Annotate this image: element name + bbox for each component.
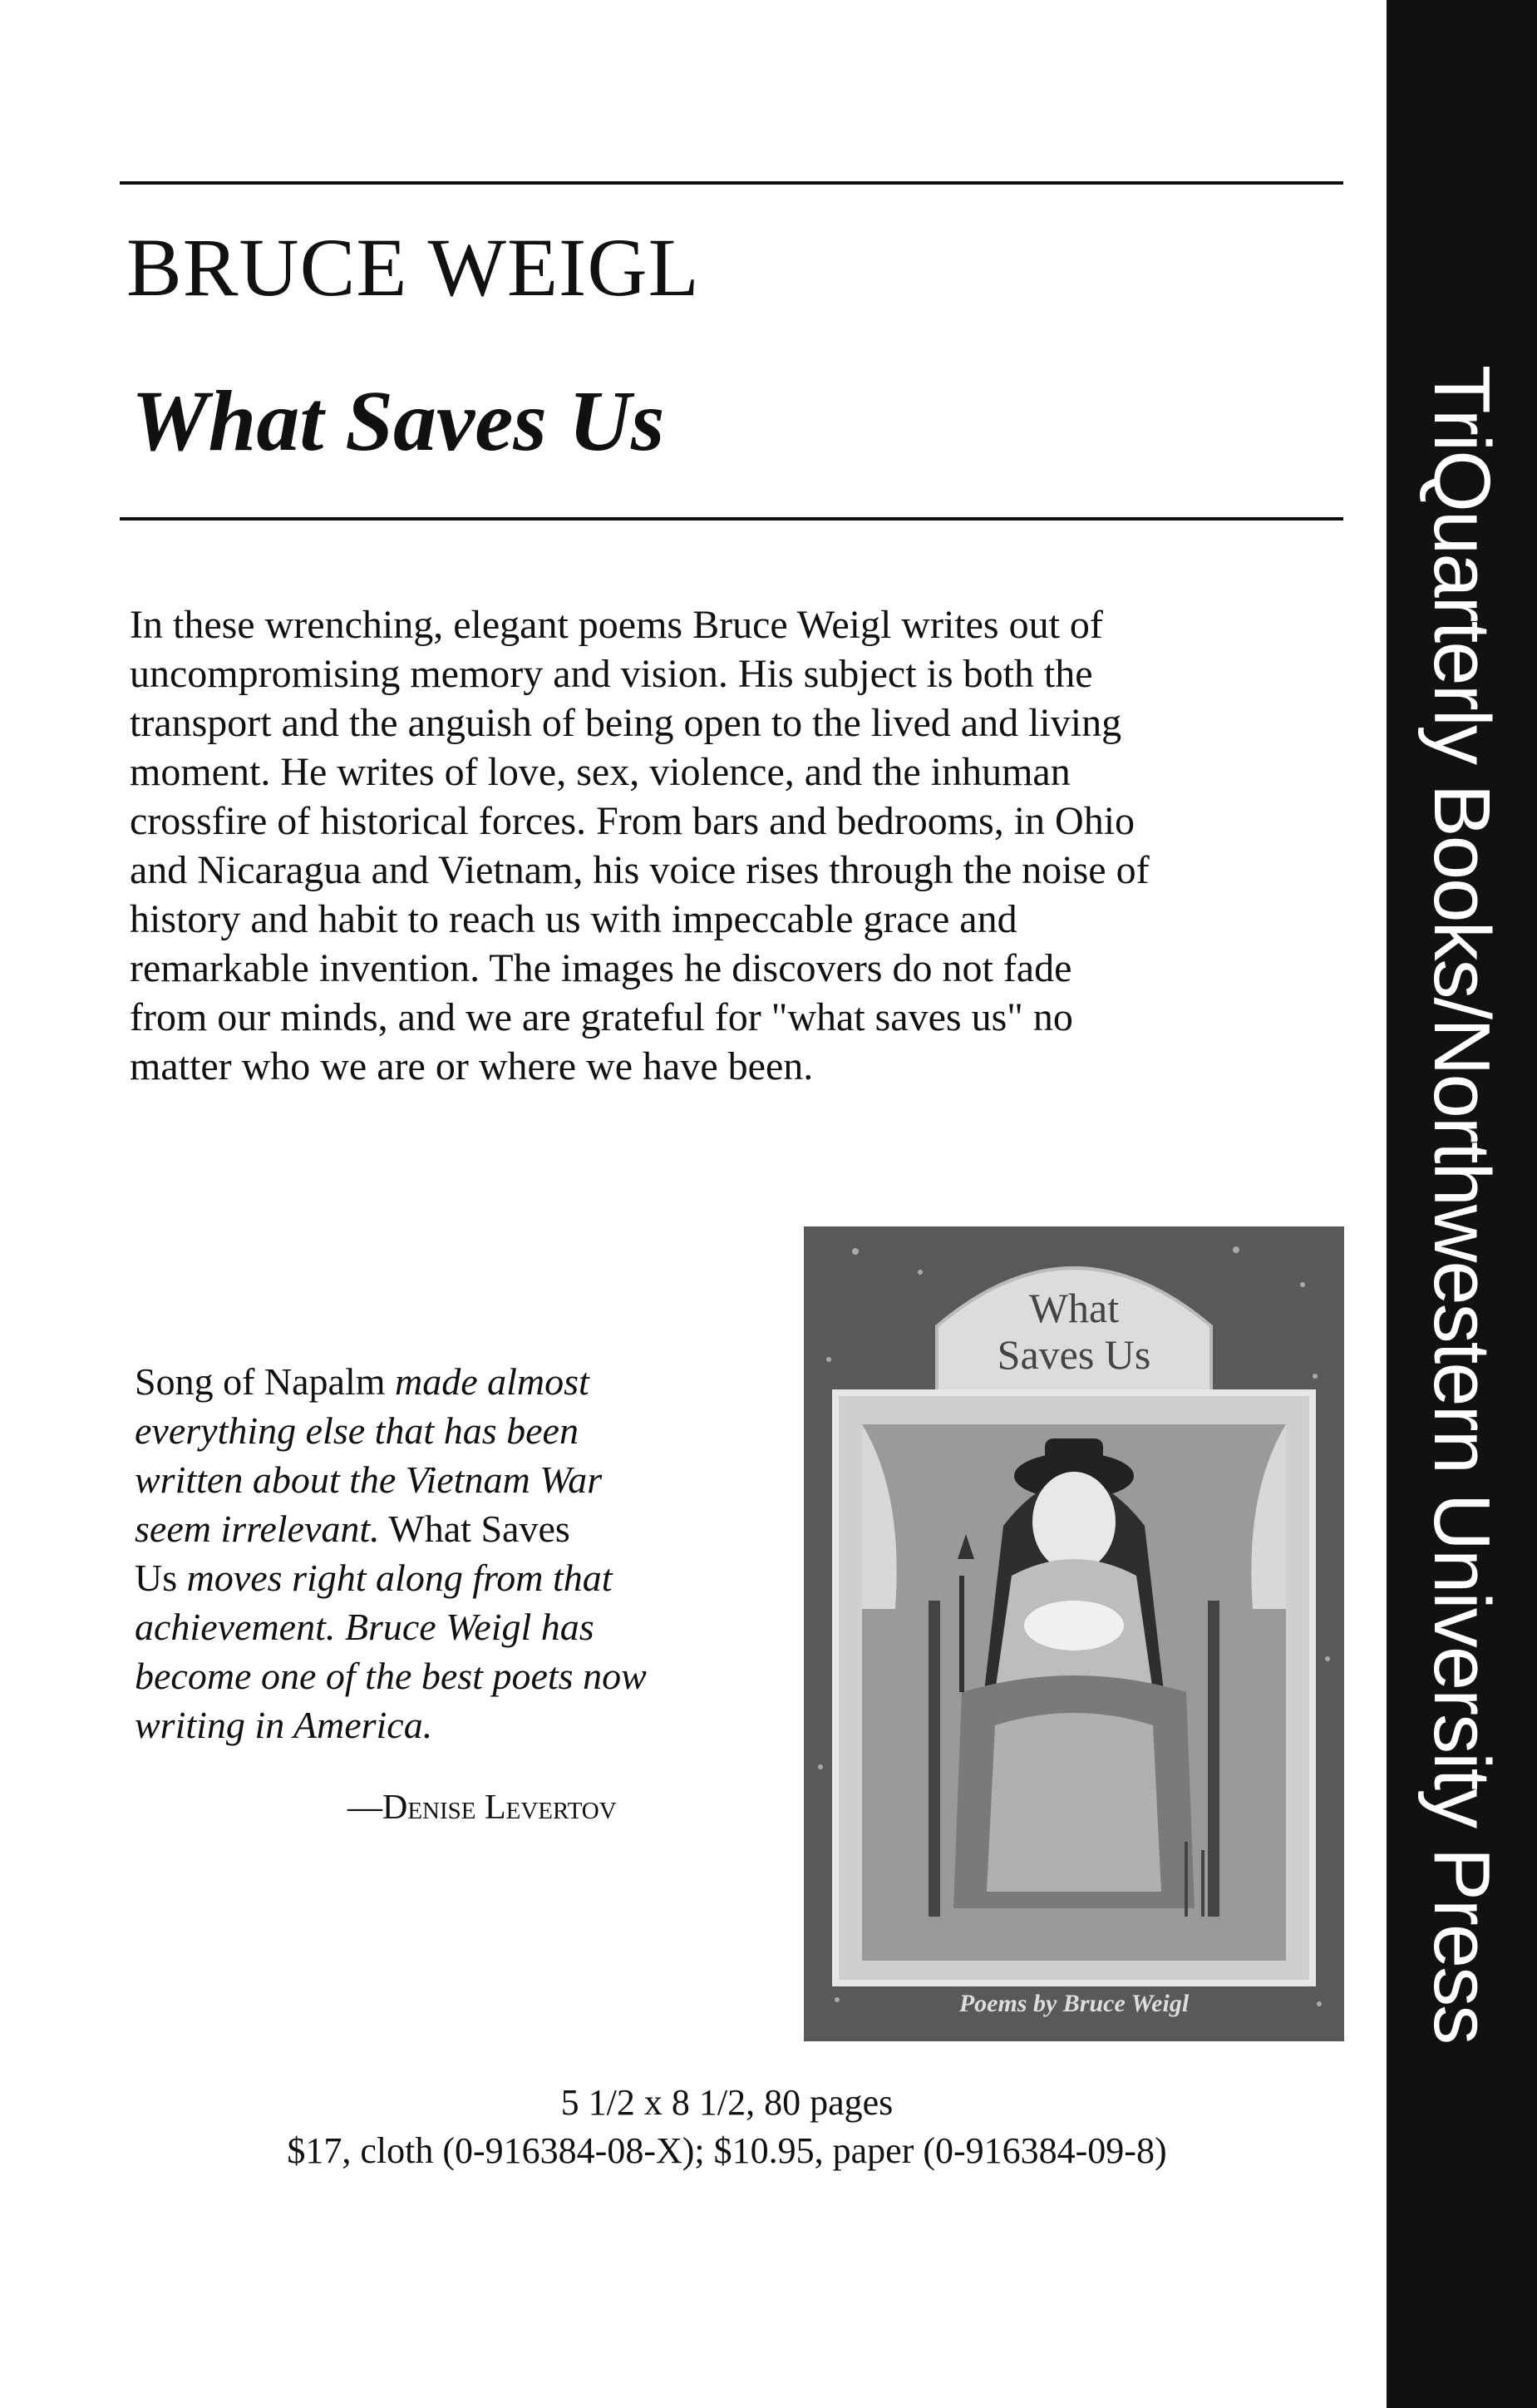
book-specs — [0, 2079, 1454, 2175]
cover-title-line: What — [1028, 1285, 1120, 1331]
quote-text: Song of Napalm — [135, 1360, 396, 1403]
cover-title-line: Saves Us — [997, 1331, 1151, 1378]
description-line: moment. He writes of love, sex, violence, and the inhuman — [130, 750, 1071, 794]
description-line: In these wrenching, elegant poems Bruce Weigl writes out of — [130, 603, 1103, 647]
description-line: crossfire of historical forces. From bars and bedrooms, in Ohio — [130, 799, 1136, 843]
quote-text: made almost — [395, 1360, 589, 1403]
quote-line: written about the Vietnam War — [135, 1458, 603, 1501]
quote-line — [135, 1553, 733, 1602]
description-line: from our minds, and we are grateful for "what saves us" no — [130, 995, 1073, 1039]
book-title: What Saves Us — [131, 373, 665, 469]
description-line: uncompromising memory and vision. His subject is both the — [130, 652, 1093, 696]
description-line: transport and the anguish of being open to the lived and living — [130, 701, 1122, 745]
book-cover-image — [804, 1226, 1344, 2041]
attribution-name: Denise Levertov — [382, 1789, 617, 1827]
top-rule — [120, 181, 1343, 185]
book-description — [130, 600, 1352, 1091]
description-line: remarkable invention. The images he discovers do not fade — [130, 946, 1072, 990]
cover-title — [916, 1285, 1232, 1378]
quote-line: everything else that has been — [135, 1409, 579, 1452]
quote-text: Us — [135, 1557, 187, 1599]
quote-text: What Saves — [379, 1507, 570, 1550]
quote-attribution — [347, 1788, 617, 1828]
blurb-quote — [135, 1357, 733, 1749]
quote-line: become one of the best poets now — [135, 1655, 647, 1697]
attribution-dash: — — [347, 1789, 382, 1827]
cover-subtitle: Poems by Bruce Weigl — [958, 1990, 1190, 2017]
description-line: matter who we are or where we have been. — [130, 1044, 814, 1088]
quote-line: writing in America. — [135, 1704, 433, 1746]
author-name: BRUCE WEIGL — [126, 221, 700, 313]
quote-text: seem irrelevant. — [135, 1507, 380, 1550]
quote-line — [135, 1504, 733, 1553]
quote-text: moves right along from that — [186, 1557, 613, 1599]
format-line: 5 1/2 x 8 1/2, 80 pages — [560, 2082, 894, 2123]
description-line: history and habit to reach us with impeccable grace and — [130, 897, 1017, 941]
price-line: $17, cloth (0-916384-08-X); $10.95, paper (0-916384-09-8) — [287, 2130, 1167, 2171]
header-rule — [120, 517, 1343, 521]
publisher-name: TriQuarterly Books/Northwestern University Press — [1417, 364, 1506, 2044]
quote-line: achievement. Bruce Weigl has — [135, 1606, 594, 1648]
quote-line — [135, 1357, 733, 1406]
description-line: and Nicaragua and Vietnam, his voice rises through the noise of — [130, 848, 1150, 892]
